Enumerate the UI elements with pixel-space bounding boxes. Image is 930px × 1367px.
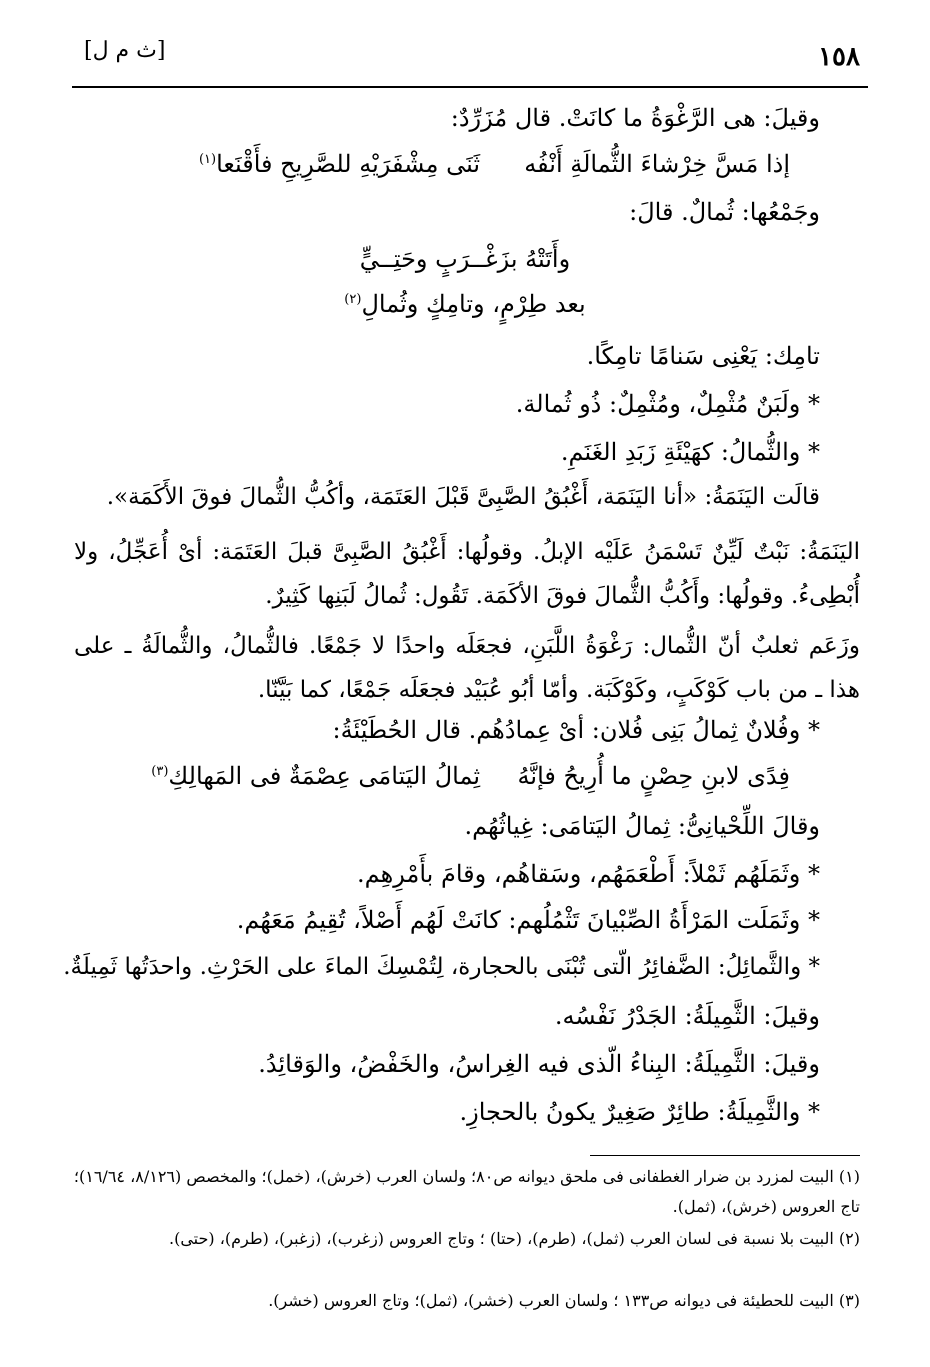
text-line: وقالَ اللِّحْيانِىُّ: ثِمالُ اليَتامَى: غِياثُهُم. [464, 812, 820, 840]
footnote-2: (٢) البيت بلا نسبة فى لسان العرب (ثمل)، (طرم)، (حتا) ؛ وتاج العروس (زغرب)، (زغبر)، (طرم)، (حتى). [169, 1229, 860, 1248]
footnote-rule [590, 1155, 860, 1156]
text-line: * وثَمَلَهُم ثَمْلاً: أَطْعَمَهُم، وسَقاهُم، وقامَ بأَمْرِهِم. [357, 860, 820, 888]
footnote-3: (٣) البيت للحطيئة فى ديوانه ص١٣٣ ؛ ولسان العرب (خشر)، (ثمل)؛ وتاج العروس (خشر). [268, 1291, 860, 1310]
verse-text: ثِمالُ اليَتامَى عِصْمَةٌ فى المَهالِكِ [168, 762, 480, 790]
text-line: قالَت اليَنَمَةُ: «أنا اليَنَمَة، أَغْبُقُ الصَّبِىَّ قَبْلَ العَتَمَة، وأكُبُّ الثُّمالَ فوقَ الأَكَمَة». [106, 484, 820, 510]
paragraph: وزَعَم ثعلبٌ أنّ الثُّمال: رَغْوَةُ اللَّبَنِ، فجعَلَه واحدًا لا جَمْعًا. فالثُّمالُ، والثُّمالَةُ ـ على هذا ـ من باب كَوْكَبٍ، وكَوْكَبَة. وأمّا أبُو عُبَيْد فجعَلَه جَمْعًا، كما بَيَّنّا. [74, 633, 860, 703]
verse-line-2a: وأَتَتْهُ بزَغْــرَبٍ وحَتِــيٍّ [359, 245, 571, 273]
paragraph: اليَنَمَةُ: نَبْتٌ لَيِّنٌ تَسْمَنُ عَلَيْه الإبلُ. وقولُها: أَغْبُقُ الصَّبِىَّ قبلَ العَتَمَة: أىْ أُعَجِّلُ، ولا أُبْطِىءُ. وقولُها: وأَكُبُّ الثُّمالَ فوقَ الأكَمَة. تَقُول: ثُمالُ لَبَنِها كَثِيرٌ. [74, 539, 860, 609]
text-line: * وفُلانٌ ثِمالُ بَنِى فُلان: أىْ عِمادُهُم. قال الحُطَيْئَةُ: [332, 716, 820, 744]
page-number: ١٥٨ [818, 42, 860, 72]
running-header-root: [ث م ل] [84, 38, 166, 63]
text-line: تامِك: يَعْنِى سَنامًا تامِكًا. [586, 342, 820, 370]
verse-line-2b [0, 290, 930, 318]
text-line: * والثَّمائِلُ: الضَّفائِرُ الّتى تُبْنَى بالحجارة، لِتُمْسِكَ الماءَ على الحَرْثِ. واحدَتُها ثَمِيلَةٌ. [63, 954, 820, 980]
text-line: وقيلَ: هى الرَّغْوَةُ ما كانَتْ. قال مُزَرِّدٌ: [450, 104, 820, 132]
footnote-1: (١) البيت لمزرد بن ضرار الغطفانى فى ملحق ديوانه ص٨٠؛ ولسان العرب (خرش)، (خمل)؛ والمخصص (٨/١٢٦، ١٦/٦٤)؛ تاج العروس (خرش)، (ثمل). [73, 1167, 860, 1216]
text-line: وقيلَ: الثَّمِيلَةُ: الجَدْرُ نَفْسُه. [554, 1002, 820, 1030]
footnote-marker: (١) [198, 152, 217, 167]
verse-hemistich-3b [151, 762, 480, 790]
verse-hemistich-1b [199, 150, 480, 178]
text-line: وجَمْعُها: ثُمالٌ. قالَ: [629, 198, 820, 226]
verse-hemistich-3a: فِدًى لابنِ حِصْنٍ ما أُرِيحُ فإنَّهُ [517, 762, 790, 790]
text-line: * والثَّمِيلَةُ: طائِرٌ صَغِيرٌ يكونُ بالحجازِ. [459, 1098, 820, 1126]
verse-text: ثَنَى مِشْفَرَيْهِ للصَّرِيحِ فأَقْنَعا [216, 150, 480, 178]
header-rule [72, 86, 868, 88]
text-line: * وثَمَلَت المَرْأَةُ الصِّبْيانَ تَثْمُلُهم: كانَتْ لَهُم أَصْلاً، تُقِيمُ مَعَهُم. [236, 906, 820, 934]
text-line: * ولَبَنٌ مُثْمِلٌ، ومُثْمِلٌ: ذُو ثُمالة. [515, 390, 820, 418]
verse-hemistich-1a: إذا مَسَّ خِرْشاءَ الثُّمالَةِ أَنْفُه [524, 150, 790, 178]
verse-text: بعد طِرْمٍ، وتامِكٍ وثُمالِ [361, 290, 586, 318]
text-line: وقيلَ: الثَّمِيلَةُ: البِناءُ الّذى فيه الغِراسُ، والخَفْضُ، والوَقائِدُ. [258, 1050, 820, 1078]
footnote-marker: (٣) [151, 764, 169, 779]
text-line: * والثُّمالُ: كهَيْئَةِ زَبَدِ الغَنَمِ. [560, 438, 820, 466]
footnote-marker: (٢) [344, 292, 362, 307]
